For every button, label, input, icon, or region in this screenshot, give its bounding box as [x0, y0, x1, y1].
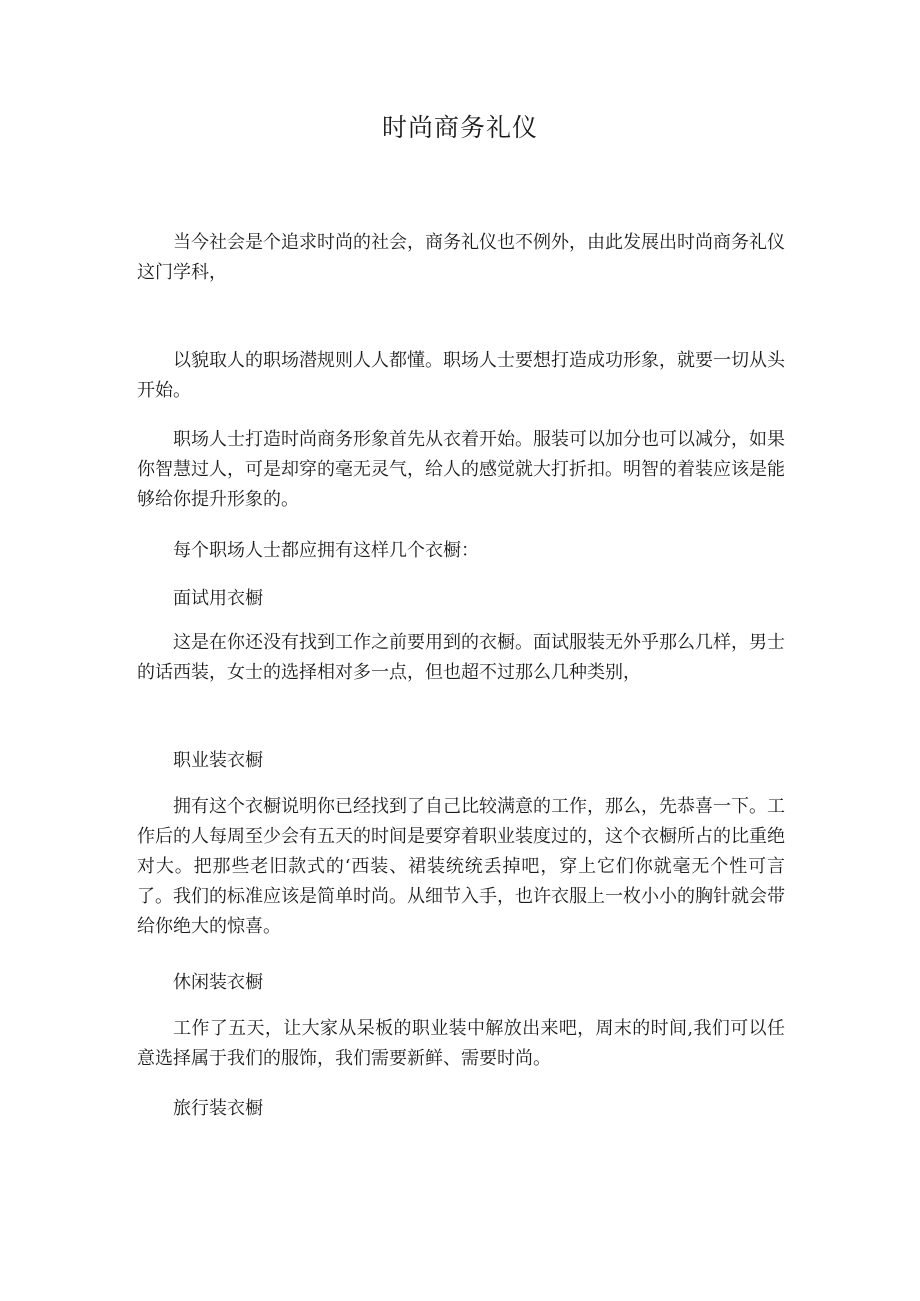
paragraph-professional: 拥有这个衣橱说明你已经找到了自己比较满意的工作，那么，先恭喜一下。工作后的人每周至少会有五天的时间是要穿着职业装度过的，这个衣橱所占的比重绝对大。把那些老旧款式的‘西装、裙装统统丢掉吧，穿上它们你就毫无个性可言了。我们的标准应该是简单时尚。从细节入手，也许衣服上一枚小小的胸针就会带给你绝大的惊喜。 [137, 796, 785, 937]
paragraph-casual: 工作了五天，让大家从呆板的职业装中解放出来吧，周末的时间,我们可以任意选择属于我们的服饰，我们需要新鲜、需要时尚。 [137, 1018, 785, 1069]
paragraph-intro: 当今社会是个追求时尚的社会，商务礼仪也不例外，由此发展出时尚商务礼仪这门学科， [137, 232, 785, 283]
paragraph-interview: 这是在你还没有找到工作之前要用到的衣橱。面试服装无外乎那么几样，男士的话西装，女士的选择相对多一点，但也超不过那么几种类别， [137, 632, 785, 683]
section-heading-travel: 旅行装衣橱 [173, 1098, 263, 1119]
section-heading-interview: 面试用衣橱 [173, 588, 263, 609]
document-title: 时尚商务礼仪 [381, 113, 538, 142]
paragraph-appearance: 以貌取人的职场潜规则人人都懂。职场人士要想打造成功形象，就要一切从头开始。 [137, 350, 785, 401]
section-heading-casual: 休闲装衣橱 [173, 972, 263, 993]
paragraph-wardrobes: 每个职场人士都应拥有这样几个衣橱： [173, 540, 479, 561]
paragraph-clothing: 职场人士打造时尚商务形象首先从衣着开始。服装可以加分也可以减分，如果你智慧过人，可是却穿的毫无灵气，给人的感觉就大打折扣。明智的着装应该是能够给你提升形象的。 [137, 429, 785, 510]
section-heading-professional: 职业装衣橱 [173, 750, 263, 771]
